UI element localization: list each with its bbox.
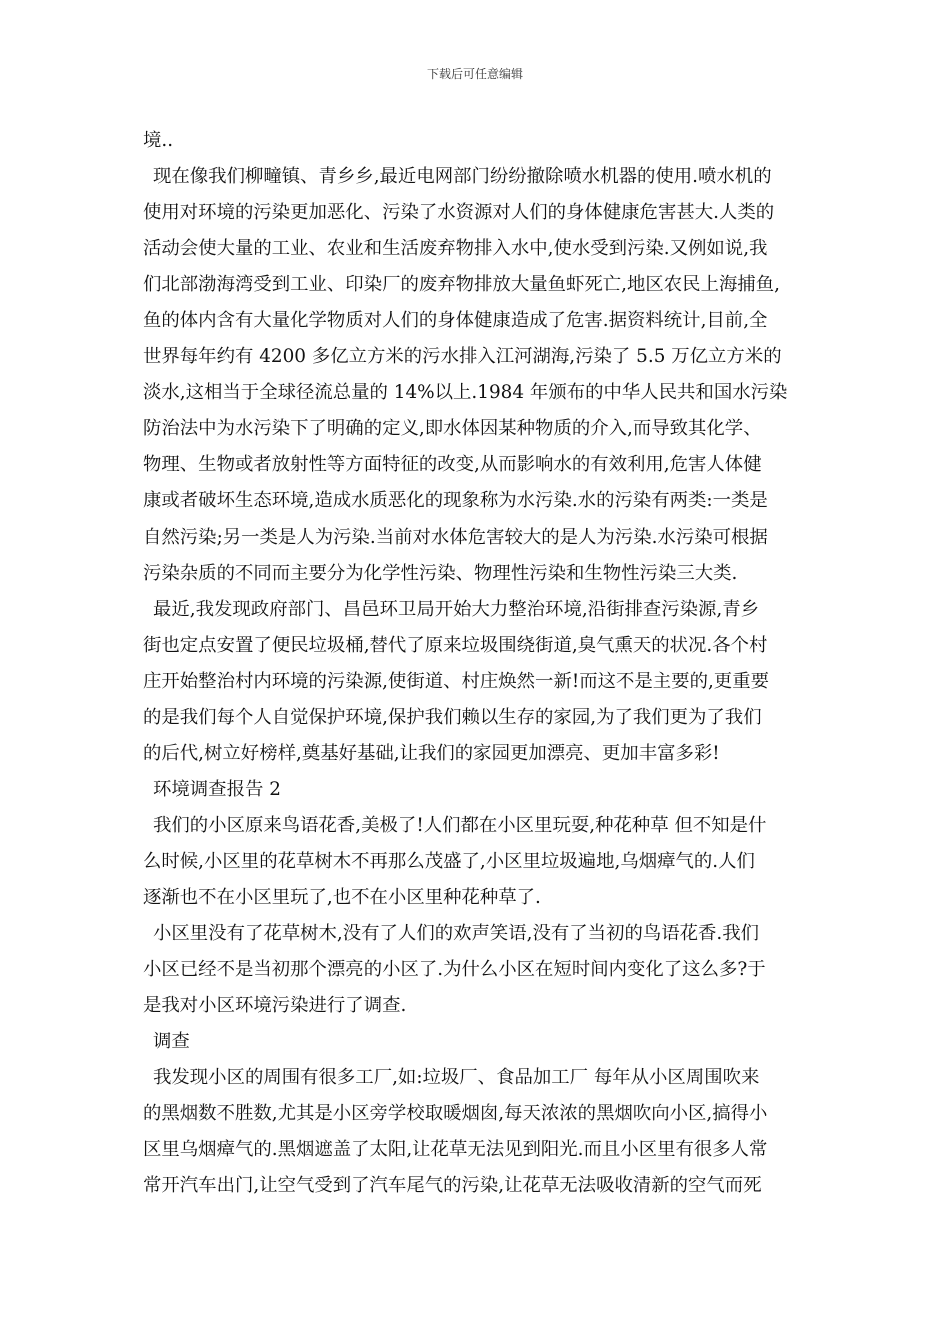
text-line: 鱼的体内含有大量化学物质对人们的身体健康造成了危害.据资料统计,目前,全 [143, 310, 768, 332]
text-line: 调查 [153, 1031, 190, 1053]
text-line: 自然污染;另一类是人为污染.当前对水体危害较大的是人为污染.水污染可根据 [143, 526, 768, 548]
text-line: 我们的小区原来鸟语花香,美极了!人们都在小区里玩耍,种花种草 但不知是什 [153, 814, 767, 836]
page-header: 下载后可任意编辑 [426, 67, 523, 81]
document-body [143, 123, 813, 1204]
text-line: 淡水,这相当于全球径流总量的 14%以上.1984 年颁布的中华人民共和国水污染 [143, 382, 788, 404]
text-line: 逐渐也不在小区里玩了,也不在小区里种花种草了. [143, 886, 541, 908]
text-line: 庄开始整治村内环境的污染源,使街道、村庄焕然一新!而这不是主要的,更重要 [143, 670, 769, 692]
text-line: 常开汽车出门,让空气受到了汽车尾气的污染,让花草无法吸收清新的空气而死 [143, 1175, 762, 1197]
text-line: 使用对环境的污染更加恶化、污染了水资源对人们的身体健康危害甚大.人类的 [143, 202, 775, 224]
text-line: 小区已经不是当初那个漂亮的小区了.为什么小区在短时间内变化了这么多?于 [143, 959, 766, 981]
text-line: 境.. [143, 130, 174, 151]
text-line: 的后代,树立好榜样,奠基好基础,让我们的家园更加漂亮、更加丰富多彩! [143, 742, 720, 764]
text-line: 我发现小区的周围有很多工厂,如:垃圾厂、食品加工厂 每年从小区周围吹来 [153, 1067, 760, 1089]
text-line: 么时候,小区里的花草树木不再那么茂盛了,小区里垃圾遍地,乌烟瘴气的.人们 [143, 850, 755, 872]
text-line: 的黑烟数不胜数,尤其是小区旁学校取暖烟囱,每天浓浓的黑烟吹向小区,搞得小 [143, 1103, 768, 1125]
text-line: 污染杂质的不同而主要分为化学性污染、物理性污染和生物性污染三大类. [143, 562, 738, 584]
text-line: 是我对小区环境污染进行了调查. [143, 995, 407, 1017]
text-line: 康或者破坏生态环境,造成水质恶化的现象称为水污染.水的污染有两类:一类是 [143, 490, 768, 512]
text-line: 世界每年约有 4200 多亿立方米的污水排入江河湖海,污染了 5.5 万亿立方米的 [143, 346, 782, 368]
text-line: 小区里没有了花草树木,没有了人们的欢声笑语,没有了当初的鸟语花香.我们 [153, 923, 760, 945]
text-line: 活动会使大量的工业、农业和生活废弃物排入水中,使水受到污染.又例如说,我 [143, 238, 768, 260]
text-line: 街也定点安置了便民垃圾桶,替代了原来垃圾围绕街道,臭气熏天的状况.各个村 [143, 634, 768, 656]
text-line: 们北部渤海湾受到工业、印染厂的废弃物排放大量鱼虾死亡,地区农民上海捕鱼, [143, 274, 780, 296]
text-line: 防治法中为水污染下了明确的定义,即水体因某种物质的介入,而导致其化学、 [143, 418, 762, 440]
text-line: 物理、生物或者放射性等方面特征的改变,从而影响水的有效利用,危害人体健 [143, 454, 762, 476]
text-line: 最近,我发现政府部门、昌邑环卫局开始大力整治环境,沿街排查污染源,青乡 [153, 598, 760, 620]
text-line: 现在像我们柳疃镇、青乡乡,最近电网部门纷纷撤除喷水机器的使用.喷水机的 [153, 166, 772, 188]
text-line: 区里乌烟瘴气的.黑烟遮盖了太阳,让花草无法见到阳光.而且小区里有很多人常 [143, 1139, 768, 1161]
text-line: 的是我们每个人自觉保护环境,保护我们赖以生存的家园,为了我们更为了我们 [143, 706, 762, 728]
text-line: 环境调查报告 2 [153, 778, 281, 800]
